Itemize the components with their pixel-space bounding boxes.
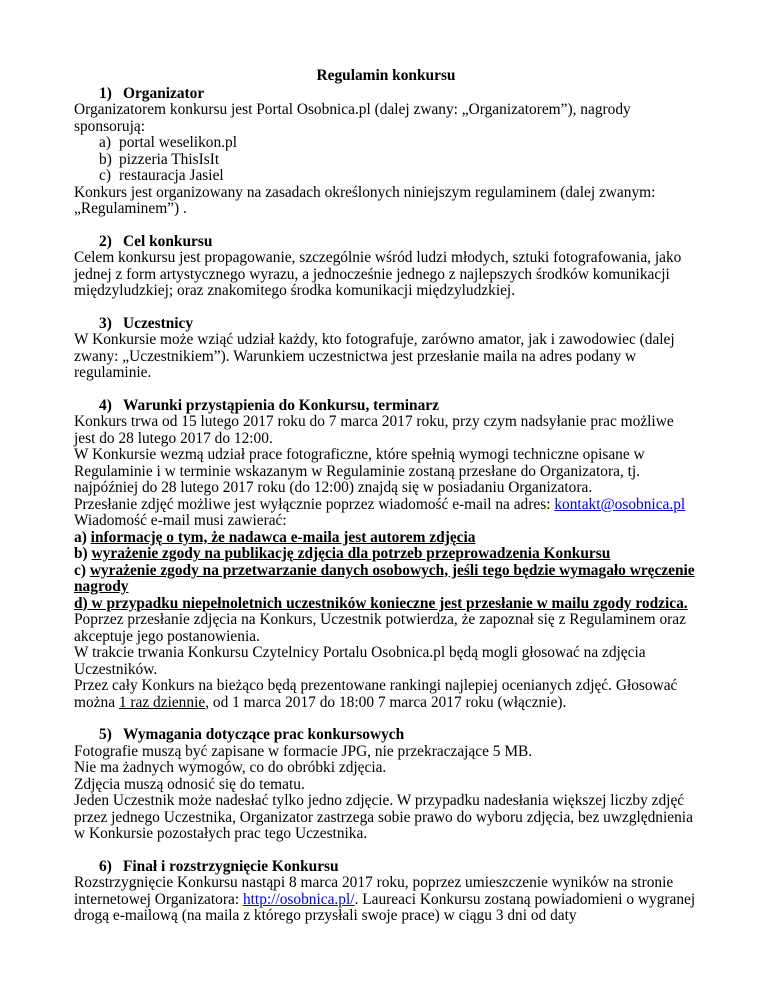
section-title: Organizator [123, 84, 205, 102]
section-number: 6) [99, 857, 112, 875]
requirement-label: c) [74, 561, 90, 579]
underlined-text: 1 raz dziennie [118, 693, 206, 711]
requirement-label: a) [74, 528, 91, 546]
paragraph: Celem konkursu jest propagowanie, szczególnie wśród ludzi młodych, sztuki fotografowania, jako jednej z form artystycznego wyrazu, a jednocześnie jednego z najlepszych środków komunikacji międzyludzkiej; oraz znakomitego środka komunikacji międzyludzkiej. [74, 249, 682, 299]
paragraph [74, 875, 698, 925]
section-uczestnicy [74, 316, 698, 382]
list-text: restauracja Jasiel [119, 167, 224, 184]
paragraph: Organizatorem konkursu jest Portal Osobnica.pl (dalej zwany: „Organizatorem”), nagrody sponsorują: [74, 101, 631, 135]
requirement-text: informację o tym, że nadawca e-maila jest autorem zdjęcia [90, 528, 476, 546]
paragraph-text: Przesłanie zdjęć możliwe jest wyłącznie poprzez wiadomość e-mail na adres: [74, 495, 555, 513]
list-text: pizzeria ThisIsIt [119, 150, 220, 168]
paragraph [74, 678, 698, 711]
section-cel-konkursu [74, 234, 698, 300]
paragraph-text: , od 1 marca 2017 do 18:00 7 marca 2017 roku (włącznie). [205, 693, 567, 711]
list-label: c) [99, 167, 111, 184]
paragraph-text: Przez cały Konkurs na bieżąco będą prezentowane rankingi najlepiej ocenianych zdjęć. Głosować można [74, 677, 678, 711]
section-heading [74, 398, 698, 415]
section-number: 1) [99, 84, 112, 102]
paragraph: Konkurs jest organizowany na zasadach określonych niniejszym regulaminem (dalej zwanym: „Regulaminem”) . [74, 183, 656, 217]
list-item [74, 152, 698, 169]
requirement-label: b) [74, 545, 92, 562]
paragraph: W Konkursie może wziąć udział każdy, kto fotografuje, zarówno amator, jak i zawodowiec (dalej zwany: „Uczestnikiem”). Warunkiem uczestnictwa jest przesłanie maila na adres podany w regulaminie. [74, 331, 675, 381]
paragraph-text: Rozstrzygnięcie Konkursu nastąpi 8 marca 2017 roku, poprzez umieszczenie wyników na stronie internetowej Organizatora: [74, 874, 674, 908]
email-link[interactable]: kontakt@osobnica.pl [554, 495, 686, 513]
paragraph: W Konkursie wezmą udział prace fotograficzne, które spełnią wymogi techniczne opisane w Regulaminie i w terminie wskazanym w Regulaminie zostaną przesłane do Organizatora, tj. najpóźniej do 28 lutego 2017 roku (do 12:00) znajdą się w posiadaniu Organizatora. [74, 446, 645, 496]
section-heading [74, 859, 698, 876]
document-page [74, 68, 698, 941]
requirement-a [74, 530, 698, 547]
section-title: Cel konkursu [123, 232, 213, 250]
section-title: Wymagania dotyczące prac konkursowych [123, 726, 405, 743]
section-heading [74, 316, 698, 333]
paragraph [74, 497, 698, 514]
paragraph: Jeden Uczestnik może nadesłać tylko jedno zdjęcie. W przypadku nadesłania większej liczby zdjęć przez jednego Uczestnika, Organizator zastrzega sobie prawo do wyboru zdjęcia, bez uwzględnienia w Konkursie pozostałych prac tego Uczestnika. [74, 792, 693, 842]
section-heading [74, 234, 698, 251]
paragraph: Wiadomość e-mail musi zawierać: [74, 512, 287, 529]
paragraph: Zdjęcia muszą odnosić się do tematu. [74, 775, 305, 793]
requirement-b [74, 546, 698, 563]
list-label: b) [99, 150, 112, 168]
section-number: 3) [99, 314, 112, 332]
section-final [74, 859, 698, 925]
paragraph: Konkurs trwa od 15 lutego 2017 roku do 7 marca 2017 roku, przy czym nadsyłanie prac możliwe jest do 28 lutego 2017 do 12:00. [74, 413, 674, 447]
section-number: 2) [99, 232, 112, 250]
section-heading [74, 727, 698, 744]
paragraph: Nie ma żadnych wymogów, co do obróbki zdjęcia. [74, 759, 387, 776]
section-warunki [74, 398, 698, 712]
list-text: portal weselikon.pl [119, 134, 237, 151]
list-label: a) [99, 134, 111, 151]
list-item [74, 135, 698, 152]
paragraph-text: . Laureaci Konkursu zostaną powiadomieni o wygranej drogą e-mailową (na maila z którego przysłali swoje prace) w ciągu 3 dni od daty [74, 890, 696, 924]
section-number: 4) [99, 396, 112, 414]
paragraph: Poprzez przesłanie zdjęcia na Konkurs, Uczestnik potwierdza, że zapoznał się z Regulaminem oraz akceptuje jego postanowienia. [74, 611, 686, 645]
section-heading [74, 86, 698, 103]
requirement-d: d) w przypadku niepełnoletnich uczestników konieczne jest przesłanie w mailu zgody rodzica. [74, 594, 688, 612]
requirement-text: wyrażenie zgody na publikację zdjęcia dla potrzeb przeprowadzenia Konkursu [91, 545, 611, 562]
paragraph: Fotografie muszą być zapisane w formacie JPG, nie przekraczające 5 MB. [74, 742, 533, 760]
section-number: 5) [99, 726, 112, 743]
website-link[interactable]: http://osobnica.pl/ [242, 890, 355, 908]
document-title: Regulamin konkursu [316, 67, 456, 84]
section-title: Finał i rozstrzygnięcie Konkursu [123, 857, 339, 875]
section-wymagania [74, 727, 698, 843]
requirement-text: wyrażenie zgody na przetwarzanie danych osobowych, jeśli tego będzie wymagało wręczenie nagrody [74, 561, 695, 595]
section-title: Uczestnicy [123, 314, 194, 332]
list-item [74, 168, 698, 185]
paragraph: W trakcie trwania Konkursu Czytelnicy Portalu Osobnica.pl będą mogli głosować na zdjęcia Uczestników. [74, 644, 646, 678]
requirement-c [74, 563, 698, 596]
section-title: Warunki przystąpienia do Konkursu, terminarz [123, 396, 439, 414]
section-organizator [74, 86, 698, 218]
